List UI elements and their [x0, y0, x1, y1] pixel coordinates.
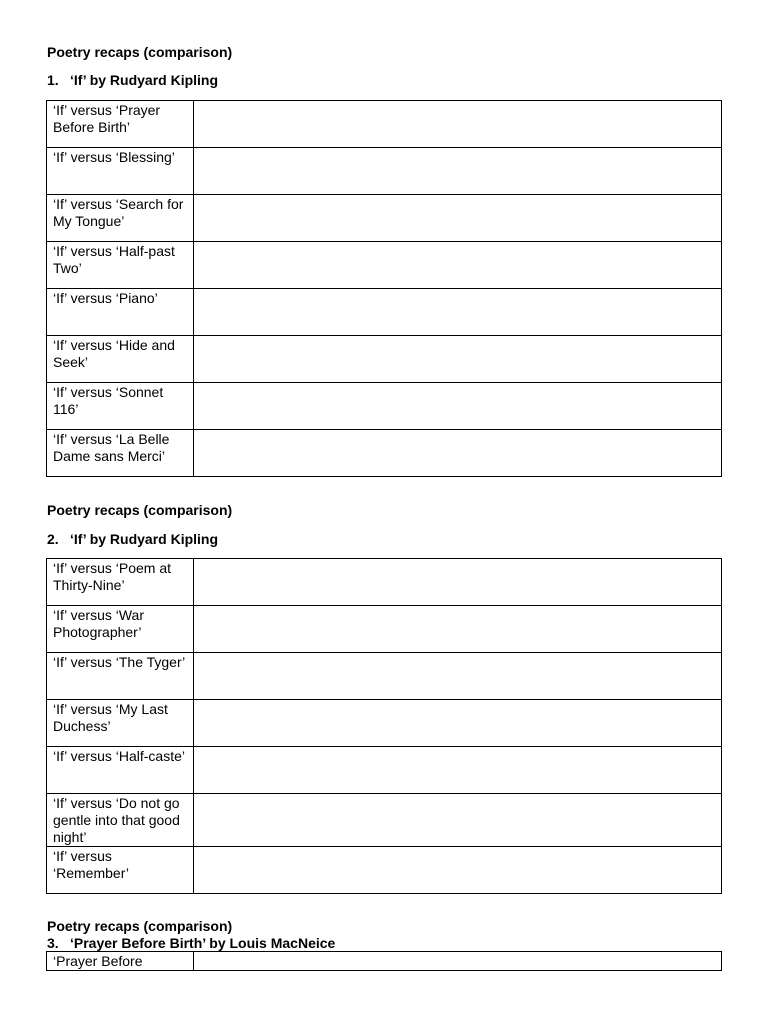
comparison-label: ‘If’ versus ‘Hide and Seek’: [47, 336, 194, 383]
table-row: [47, 559, 722, 606]
section-2-comparison-table: [46, 558, 722, 894]
comparison-label: ‘If’ versus ‘Sonnet 116’: [47, 383, 194, 430]
table-row: [47, 794, 722, 847]
section-2-title: Poetry recaps (comparison): [47, 502, 233, 518]
notes-cell[interactable]: [194, 101, 722, 148]
section-3-poem: ‘Prayer Before Birth’ by Louis MacNeice: [70, 935, 336, 951]
comparison-label: ‘If’ versus ‘Search for My Tongue’: [47, 195, 194, 242]
table-row: [47, 606, 722, 653]
notes-cell[interactable]: [194, 195, 722, 242]
table-row: [47, 195, 722, 242]
section-3-title: Poetry recaps (comparison): [47, 918, 233, 934]
section-1-subtitle: [47, 72, 218, 88]
comparison-label: ‘If’ versus ‘The Tyger’: [47, 653, 194, 700]
notes-cell[interactable]: [194, 289, 722, 336]
table-row: [47, 242, 722, 289]
table-row: [47, 383, 722, 430]
comparison-label: ‘If’ versus ‘Do not go gentle into that good night’: [47, 794, 194, 847]
comparison-label: ‘If’ versus ‘Piano’: [47, 289, 194, 336]
notes-cell[interactable]: [194, 606, 722, 653]
comparison-label: ‘If’ versus ‘Half-caste’: [47, 747, 194, 794]
notes-cell[interactable]: [194, 794, 722, 847]
section-1-number: 1.: [47, 72, 59, 88]
comparison-label: ‘If’ versus ‘Blessing’: [47, 148, 194, 195]
table-row: [47, 336, 722, 383]
table-row: [47, 847, 722, 894]
section-3-number: 3.: [47, 935, 59, 951]
table-row: [47, 289, 722, 336]
section-2-subtitle: [47, 531, 218, 547]
table-row: [47, 430, 722, 477]
section-3-comparison-table: [46, 951, 722, 971]
section-2-poem: ‘If’ by Rudyard Kipling: [70, 531, 219, 547]
table-row: [47, 101, 722, 148]
table-row: [47, 747, 722, 794]
section-1-title: Poetry recaps (comparison): [47, 44, 233, 60]
comparison-label: ‘If’ versus ‘War Photographer’: [47, 606, 194, 653]
notes-cell[interactable]: [194, 952, 722, 971]
notes-cell[interactable]: [194, 847, 722, 894]
notes-cell[interactable]: [194, 653, 722, 700]
notes-cell[interactable]: [194, 747, 722, 794]
comparison-label: ‘If’ versus ‘Poem at Thirty-Nine’: [47, 559, 194, 606]
notes-cell[interactable]: [194, 700, 722, 747]
section-1-poem: ‘If’ by Rudyard Kipling: [70, 72, 219, 88]
comparison-label: ‘If’ versus ‘My Last Duchess’: [47, 700, 194, 747]
notes-cell[interactable]: [194, 430, 722, 477]
comparison-label: ‘Prayer Before: [47, 952, 194, 971]
section-1-comparison-table: [46, 100, 722, 477]
notes-cell[interactable]: [194, 148, 722, 195]
section-3-subtitle: [47, 935, 335, 951]
notes-cell[interactable]: [194, 383, 722, 430]
table-row: [47, 952, 722, 971]
notes-cell[interactable]: [194, 336, 722, 383]
comparison-label: ‘If’ versus ‘Half-past Two’: [47, 242, 194, 289]
table-row: [47, 148, 722, 195]
notes-cell[interactable]: [194, 559, 722, 606]
comparison-label: ‘If’ versus ‘Remember’: [47, 847, 194, 894]
comparison-label: ‘If’ versus ‘Prayer Before Birth’: [47, 101, 194, 148]
section-2-number: 2.: [47, 531, 59, 547]
notes-cell[interactable]: [194, 242, 722, 289]
table-row: [47, 653, 722, 700]
comparison-label: ‘If’ versus ‘La Belle Dame sans Merci’: [47, 430, 194, 477]
table-row: [47, 700, 722, 747]
